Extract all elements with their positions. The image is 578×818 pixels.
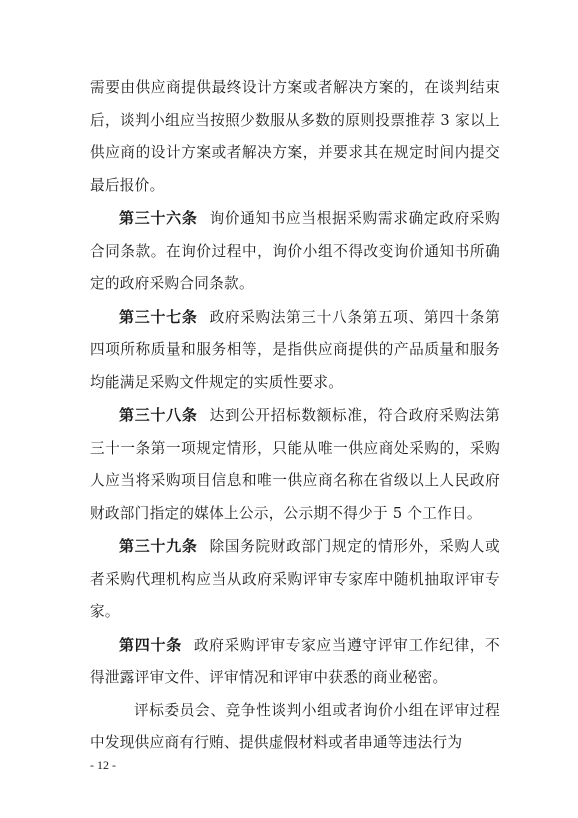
- article-37: [90, 301, 500, 400]
- paragraph-continuation: [90, 72, 500, 202]
- article-text: 政府采购评审专家应当遵守评审工作纪律，不得泄露评审文件、评审情况和评审中获悉的商业秘密。: [90, 636, 500, 686]
- article-number: 第四十条: [119, 635, 182, 654]
- paragraph-text: 评标委员会、竞争性谈判小组或者询价小组在评审过程中发现供应商有行贿、提供虚假材料或者串通等违法行为: [90, 701, 500, 751]
- document-body: [90, 72, 500, 760]
- article-text: 政府采购法第三十八条第五项、第四十条第四项所称质量和服务相等，是指供应商提供的产品质量和服务均能满足采购文件规定的实质性要求。: [90, 308, 500, 391]
- article-text: 除国务院财政部门规定的情形外，采购人或者采购代理机构应当从政府采购评审专家库中随机抽取评审专家。: [90, 538, 500, 620]
- article-39: [90, 530, 500, 629]
- article-number: 第三十八条: [119, 406, 198, 424]
- article-text: 询价通知书应当根据采购需求确定政府采购合同条款。在询价过程中，询价小组不得改变询价通知书所确定的政府采购合同条款。: [90, 210, 500, 292]
- article-number: 第三十七条: [119, 307, 198, 326]
- paragraph-text: 需要由供应商提供最终设计方案或者解决方案的，在谈判结束后，谈判小组应当按照少数服从多数的原则投票推荐 3 家以上供应商的设计方案或者解决方案，并要求其在规定时间内提交最后报价。: [90, 79, 500, 194]
- page-number: - 12 -: [90, 758, 116, 772]
- article-36: [90, 202, 500, 301]
- article-text: 达到公开招标数额标准，符合政府采购法第三十一条第一项规定情形，只能从唯一供应商处采购的，采购人应当将采购项目信息和唯一供应商名称在省级以上人民政府财政部门指定的媒体上公示，公示期不得少于 5 个工作日。: [90, 407, 500, 522]
- paragraph-article-40-sub: [90, 695, 500, 760]
- article-number: 第三十六条: [119, 209, 198, 227]
- article-number: 第三十九条: [119, 537, 198, 555]
- article-38: [90, 399, 500, 530]
- article-40: [90, 629, 500, 695]
